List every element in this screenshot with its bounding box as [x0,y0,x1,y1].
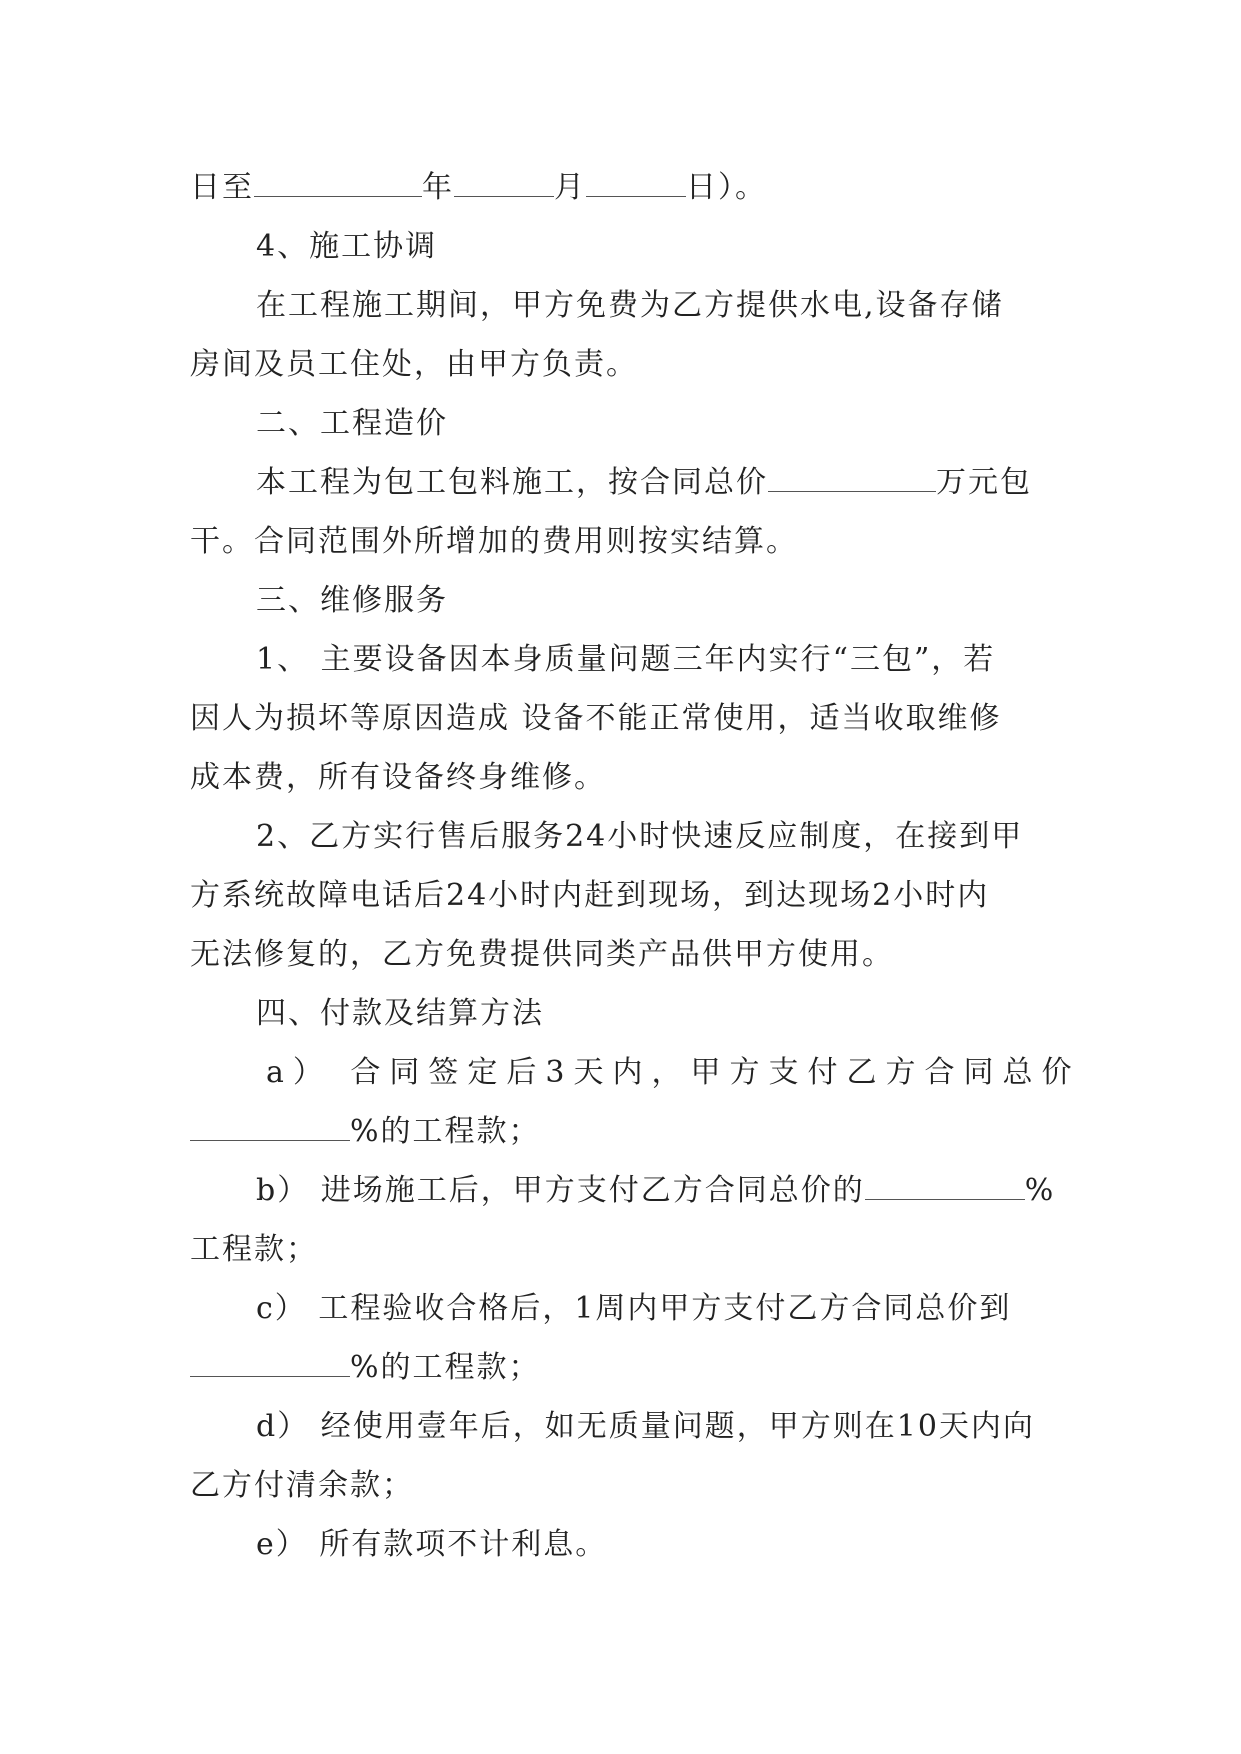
paragraph-line: 成本费，所有设备终身维修。 [190,760,606,795]
document-page [190,158,1081,1574]
blank-day [586,172,686,197]
paragraph-line: 房间及员工住处，由甲方负责。 [190,347,638,382]
text: %的工程款； [350,1350,541,1385]
paragraph-line: 无法修复的，乙方免费提供同类产品供甲方使用。 [190,937,894,972]
blank-year [254,172,422,197]
section-heading: 二、工程造价 [256,406,448,441]
date-range-line [190,158,1060,217]
paragraph-line: 方系统故障电话后24小时内赶到现场，到达现场2小时内 [190,878,990,913]
text: 月 [554,170,586,205]
paragraph-line: 乙方付清余款； [190,1468,414,1503]
text: 年 [422,170,454,205]
text: % [1024,1173,1056,1208]
section-heading: 四、付款及结算方法 [256,996,544,1031]
section-heading: 三、维修服务 [256,583,448,618]
paragraph-line: 2、乙方实行售后服务24小时快速反应制度，在接到甲 [256,819,1024,854]
paragraph-line [190,453,1060,512]
text: %的工程款； [350,1114,541,1149]
paragraph-line: e） 所有款项不计利息。 [256,1527,608,1562]
paragraph-line: c） 工程验收合格后，1周内甲方支付乙方合同总价到 [256,1291,1012,1326]
text: 日至 [190,170,254,205]
paragraph-line: 干。合同范围外所增加的费用则按实结算。 [190,524,798,559]
paragraph-line [190,1338,1060,1397]
paragraph-line: 1、 主要设备因本身质量问题三年内实行“三包”，若 [256,642,996,677]
paragraph-line: 因人为损坏等原因造成 设备不能正常使用，适当收取维修 [190,701,1002,736]
paragraph-line [190,1161,1060,1220]
text: 本工程为包工包料施工，按合同总价 [256,465,768,500]
blank-month [454,172,554,197]
text: 万元包 [936,465,1032,500]
paragraph-line: 工程款； [190,1232,318,1267]
paragraph-line: a） 合同签定后3天内，甲方支付乙方合同总价 [266,1055,1081,1090]
paragraph-line: d） 经使用壹年后，如无质量问题，甲方则在10天内向 [256,1409,1035,1444]
blank-percent-a [190,1116,350,1141]
paragraph-line [190,1102,1060,1161]
text: b） 进场施工后，甲方支付乙方合同总价的 [256,1173,865,1208]
blank-total-price [768,467,936,492]
text: 日）。 [686,170,767,205]
paragraph-line: 在工程施工期间，甲方免费为乙方提供水电,设备存储 [256,288,1004,323]
blank-percent-b [865,1175,1025,1200]
section-heading: 4、施工协调 [256,229,438,264]
blank-percent-c [190,1352,350,1377]
